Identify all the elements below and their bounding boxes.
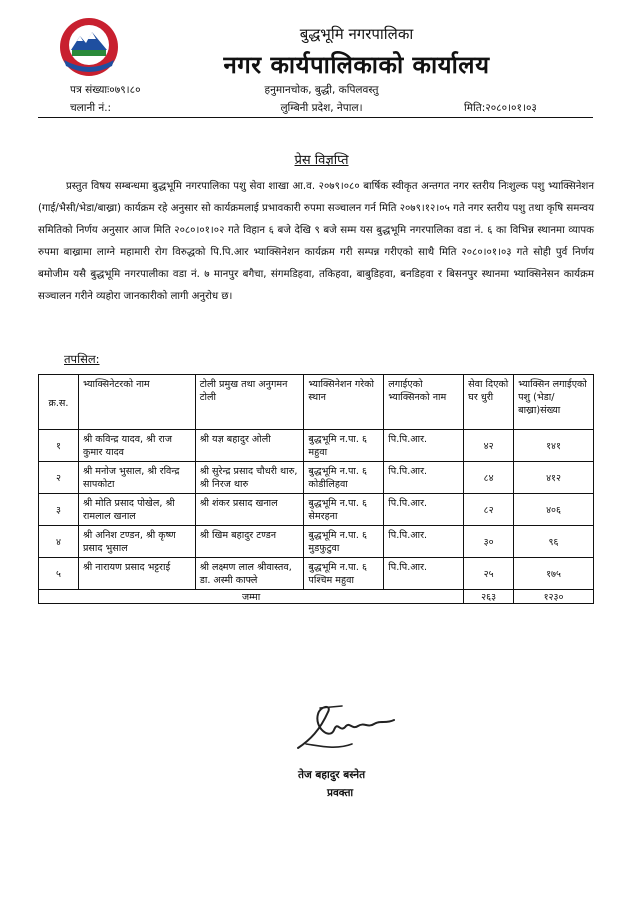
table-cell: श्री सुरेन्द्र प्रसाद चौधरी थारु, श्री निरज थारु — [195, 462, 304, 494]
col-header: भ्याक्सिन लगाईएको पशु (भेडा/बाख्रा)संख्या — [514, 375, 594, 430]
table-cell: १७५ — [514, 558, 594, 590]
table-row — [39, 526, 594, 558]
table-cell: श्री कविन्द्र यादव, श्री राज कुमार यादव — [78, 430, 195, 462]
address-line-2: लुम्बिनी प्रदेश, नेपाल। — [280, 102, 363, 114]
col-header: भ्याक्सिनेटरको नाम — [78, 375, 195, 430]
signer-name: तेज बहादुर बस्नेत — [298, 769, 366, 781]
table-total-row — [39, 590, 594, 604]
table-cell: ३ — [39, 494, 79, 526]
table-row — [39, 430, 594, 462]
table-cell: ८४ — [464, 462, 514, 494]
table-cell: ४२ — [464, 430, 514, 462]
signer-role: प्रवक्ता — [327, 787, 354, 799]
table-cell: ८२ — [464, 494, 514, 526]
table-cell: श्री खिम बहादुर टण्डन — [195, 526, 304, 558]
table-cell: श्री लक्ष्मण लाल श्रीवास्तव, डा. अस्मी काफ्ले — [195, 558, 304, 590]
total-households: २६३ — [464, 590, 514, 604]
table-cell: पि.पि.आर. — [384, 526, 464, 558]
table-cell: बुद्धभूमि न.पा. ६ सेमरहना — [304, 494, 384, 526]
table-cell: पि.पि.आर. — [384, 430, 464, 462]
table-cell: श्री शंकर प्रसाद खनाल — [195, 494, 304, 526]
table-cell: बुद्धभूमि न.पा. ६ महुवा — [304, 430, 384, 462]
table-cell: ९६ — [514, 526, 594, 558]
table-row — [39, 558, 594, 590]
col-header: भ्याक्सिनेशन गरेको स्थान — [304, 375, 384, 430]
col-header: लगाईएको भ्याक्सिनको नाम — [384, 375, 464, 430]
table-row — [39, 462, 594, 494]
table-cell: ३० — [464, 526, 514, 558]
header-divider — [38, 117, 593, 118]
table-header-row — [39, 375, 594, 430]
table-cell: पि.पि.आर. — [384, 558, 464, 590]
press-release-body: प्रस्तुत विषय सम्बन्धमा बुद्धभूमि नगरपालिका पशु सेवा शाखा आ.व. २०७९।०८० बार्षिक स्वीकृत अन्तगत नगर स्तरीय निःशुल्क पशु भ्याक्सिनेशन (गाई/भैसी/भेडा/बाख्रा) कार्यक्रम रहे अनुसार सो कार्यक्रमलाई प्रभावकारी रुपमा सञ्चालन गर्न मिति २०७९।१२।०५ गते नगर स्तरीय पशु तथा कृषि समन्वय समितिको निर्णय अनुसार आज मिति २०८०।०१।०२ गते विहान ६ बजे देखि ९ बजे सम्म यस बुद्धभूमि नगरपालिका वडा नं. ६ का विभिन्न स्थानमा व्यापक रुपमा बाख्रामा लाग्ने महामारी रोग विरुद्धको पि.पि.आर भ्याक्सिनेशन कार्यक्रम गरी सम्पन्न गरीएको साथै मिति २०८०।०१।०३ गते सोही पुर्व निर्णय बमोजीम यसै बुद्धभूमि नगरपालीका वडा नं. ७ मानपुर बगैचा, संगमडिहवा, तकिहवा, बाबुडिहवा, बनडिहवा र बिसनपुर स्थानमा भ्याक्सिनेसन कार्यक्रम सञ्चालन गरीने व्यहोरा जानकारीको लागी अनुरोध छ। — [38, 181, 594, 302]
page-title: प्रेस विज्ञप्ति — [294, 153, 349, 168]
letter-date: मिति:२०८०।०१।०३ — [464, 102, 537, 114]
vaccination-table — [38, 374, 594, 604]
col-header: टोली प्रमुख तथा अनुगमन टोली — [195, 375, 304, 430]
table-cell: पि.पि.आर. — [384, 462, 464, 494]
municipality-name: बुद्धभूमि नगरपालिका — [299, 25, 414, 43]
table-cell: बुद्धभूमि न.पा. ६ कोडीलिहवा — [304, 462, 384, 494]
table-cell: २ — [39, 462, 79, 494]
table-cell: ४ — [39, 526, 79, 558]
table-cell: २५ — [464, 558, 514, 590]
table-cell: श्री मोति प्रसाद पोखेल, श्री रामलाल खनाल — [78, 494, 195, 526]
total-animals: १२३० — [514, 590, 594, 604]
table-cell: बुद्धभूमि न.पा. ६ मुडफुटुवा — [304, 526, 384, 558]
table-cell: ५ — [39, 558, 79, 590]
table-row — [39, 494, 594, 526]
table-cell: श्री यज्ञ बहादुर ओली — [195, 430, 304, 462]
total-label: जम्मा — [39, 590, 464, 604]
handwritten-signature — [290, 700, 400, 760]
office-name: नगर कार्यपालिकाको कार्यालय — [223, 50, 490, 79]
address-line-1: हनुमानचोक, बुद्धी, कपिलवस्तु — [264, 84, 379, 96]
table-cell: बुद्धभूमि न.पा. ६ पश्चिम महुवा — [304, 558, 384, 590]
col-header: क्र.स. — [39, 375, 79, 430]
table-cell: ४१२ — [514, 462, 594, 494]
table-cell: पि.पि.आर. — [384, 494, 464, 526]
dispatch-number: चलानी नं.: — [70, 102, 112, 114]
table-cell: श्री मनोज भुसाल, श्री रविन्द्र सापकोटा — [78, 462, 195, 494]
table-cell: १ — [39, 430, 79, 462]
table-cell: श्री अनिश टण्डन, श्री कृष्ण प्रसाद भुसाल — [78, 526, 195, 558]
letter-number: पत्र संख्याः०७९।८० — [70, 84, 141, 96]
col-header: सेवा दिएको घर धुरी — [464, 375, 514, 430]
table-cell: ४०६ — [514, 494, 594, 526]
table-cell: १४१ — [514, 430, 594, 462]
table-cell: श्री नारायण प्रसाद भट्टराई — [78, 558, 195, 590]
details-heading: तपसिल: — [64, 352, 100, 366]
